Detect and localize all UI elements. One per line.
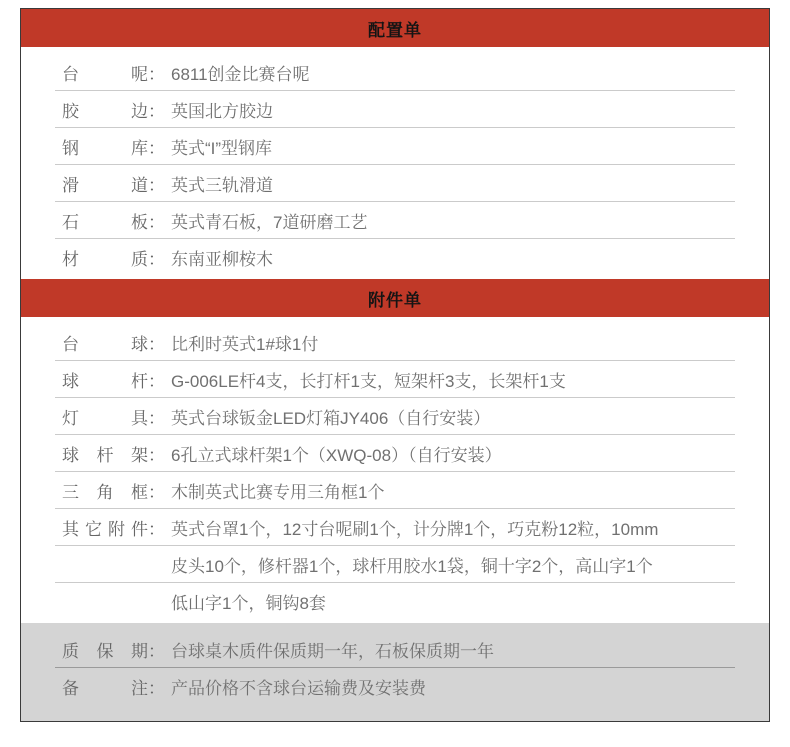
spec-label <box>62 171 148 196</box>
spec-label-colon: ： <box>148 445 165 465</box>
spec-value: 6孔立式球杆架1个（XWQ-08）（自行安装） <box>171 445 502 465</box>
spec-label-colon: ： <box>148 250 165 269</box>
spec-label-colon: ： <box>148 64 165 84</box>
spec-label <box>62 478 148 503</box>
spec-row <box>55 324 735 361</box>
spec-label <box>62 674 148 699</box>
spec-row <box>55 165 735 202</box>
spec-label-colon: ： <box>148 641 165 661</box>
spec-row <box>55 472 735 509</box>
spec-label-char: 库 <box>131 138 148 158</box>
spec-row <box>55 435 735 472</box>
spec-label-char: 附 <box>108 519 125 539</box>
spec-label <box>62 367 148 392</box>
spec-row <box>55 54 735 91</box>
spec-label-char: 框 <box>131 482 148 502</box>
spec-label-char: 台 <box>62 64 79 84</box>
spec-label-char: 质 <box>131 250 148 269</box>
spec-label <box>62 330 148 355</box>
spec-row <box>55 631 735 668</box>
spec-label-char: 它 <box>85 519 102 539</box>
spec-label-char: 胶 <box>62 101 79 121</box>
spec-label-colon: ： <box>148 408 165 428</box>
spec-label-char: 具 <box>131 408 148 428</box>
spec-label <box>62 134 148 159</box>
config-spec-list <box>21 47 769 279</box>
spec-label-char: 道 <box>131 175 148 195</box>
spec-value: 英式三轨滑道 <box>171 175 273 195</box>
spec-label-colon: ： <box>148 679 165 698</box>
accessories-spec-list <box>21 317 769 623</box>
spec-label-char: 板 <box>131 212 148 232</box>
spec-row <box>55 546 735 583</box>
spec-label-colon: ： <box>148 482 165 502</box>
spec-value: 木制英式比赛专用三角框1个 <box>171 482 385 502</box>
config-section-title: 配置单 <box>368 20 422 40</box>
spec-row <box>55 398 735 435</box>
spec-label <box>62 60 148 85</box>
spec-row <box>55 509 735 546</box>
config-section-header <box>21 9 769 47</box>
spec-label-char: 石 <box>62 212 79 232</box>
spec-label <box>62 245 148 270</box>
spec-value: 东南亚柳桉木 <box>171 250 273 269</box>
spec-row <box>55 202 735 239</box>
spec-row <box>55 128 735 165</box>
spec-value: 台球桌木质件保质期一年，石板保质期一年 <box>171 641 494 661</box>
spec-label-colon: ： <box>148 101 165 121</box>
spec-value: 比利时英式1#球1付 <box>171 334 319 354</box>
spec-label-char: 滑 <box>62 175 79 195</box>
spec-label-char: 边 <box>131 101 148 121</box>
spec-label-colon: ： <box>148 371 165 391</box>
notes-list <box>21 623 769 721</box>
spec-label-char: 质 <box>62 641 79 661</box>
spec-label-char: 架 <box>131 445 148 465</box>
spec-label-char: 杆 <box>131 371 148 391</box>
spec-label-char: 三 <box>62 482 79 502</box>
spec-label-char: 球 <box>62 371 79 391</box>
spec-label-colon: ： <box>148 519 165 539</box>
spec-row <box>55 361 735 398</box>
spec-label <box>62 97 148 122</box>
spec-value: 6811创金比赛台呢 <box>171 64 310 84</box>
spec-label-char: 台 <box>62 334 79 354</box>
spec-label-colon: ： <box>148 334 165 354</box>
spec-label-char: 件 <box>131 519 148 539</box>
accessories-section-header <box>21 279 769 317</box>
spec-label <box>62 515 148 540</box>
spec-value: 低山字1个，铜钩8套 <box>171 594 326 613</box>
accessories-section-title: 附件单 <box>368 290 422 310</box>
spec-value: 英国北方胶边 <box>171 101 273 121</box>
spec-value: G-006LE杆4支，长打杆1支，短架杆3支，长架杆1支 <box>171 371 566 391</box>
spec-label-char: 钢 <box>62 138 79 158</box>
spec-label-char: 角 <box>96 482 114 502</box>
spec-card <box>20 8 770 722</box>
spec-value: 产品价格不含球台运输费及安装费 <box>171 679 426 698</box>
spec-label-char: 灯 <box>62 408 79 428</box>
spec-label-char: 保 <box>96 641 114 661</box>
spec-label-char: 材 <box>62 250 79 269</box>
spec-page <box>0 8 790 747</box>
spec-value: 英式台球钣金LED灯箱JY406（自行安装） <box>171 408 491 428</box>
spec-value: 英式“I”型钢库 <box>171 138 273 158</box>
spec-label-char: 其 <box>62 519 79 539</box>
spec-value: 英式青石板，7道研磨工艺 <box>171 212 368 232</box>
spec-value: 皮头10个，修杆器1个，球杆用胶水1袋，铜十字2个，高山字1个 <box>171 556 653 576</box>
spec-label-colon: ： <box>148 175 165 195</box>
spec-label <box>62 637 148 662</box>
spec-label-colon: ： <box>148 138 165 158</box>
spec-value: 英式台罩1个，12寸台呢刷1个，计分牌1个，巧克粉12粒，10mm <box>171 519 659 539</box>
spec-label-char: 呢 <box>131 64 148 84</box>
spec-label-char: 球 <box>131 334 148 354</box>
spec-row <box>55 583 735 620</box>
spec-label-char: 期 <box>131 641 148 661</box>
spec-label-char: 备 <box>62 679 79 698</box>
spec-row <box>55 91 735 128</box>
spec-label-char: 注 <box>131 679 148 698</box>
spec-row <box>55 239 735 276</box>
spec-label <box>62 208 148 233</box>
spec-label-char: 杆 <box>96 445 114 465</box>
spec-row <box>55 668 735 705</box>
spec-label-colon: ： <box>148 212 165 232</box>
spec-label <box>62 441 148 466</box>
spec-label <box>62 404 148 429</box>
spec-label-char: 球 <box>62 445 79 465</box>
